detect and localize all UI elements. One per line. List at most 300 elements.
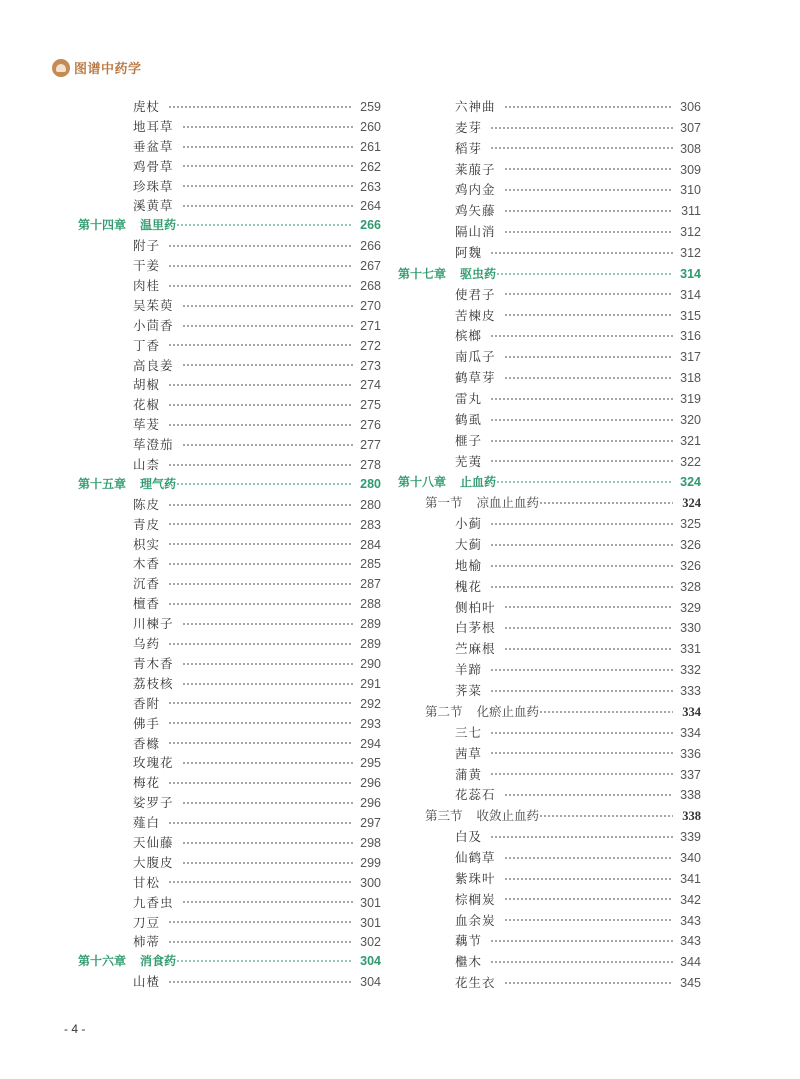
toc-item[interactable] — [398, 97, 701, 118]
toc-item-label: 甘松 — [133, 874, 161, 890]
toc-page-number: 283 — [360, 517, 381, 532]
toc-item[interactable] — [78, 97, 381, 117]
toc-chapter-title — [78, 216, 176, 236]
toc-item[interactable] — [78, 117, 381, 137]
toc-item[interactable] — [398, 285, 701, 306]
toc-item-label: 干姜 — [133, 258, 161, 274]
toc-item[interactable] — [78, 236, 381, 256]
toc-item[interactable] — [398, 911, 701, 932]
toc-item-label: 陈皮 — [133, 496, 161, 512]
toc-item-title — [455, 785, 496, 806]
dot-leader — [539, 705, 673, 718]
toc-page-number: 280 — [360, 476, 381, 491]
toc-item[interactable] — [398, 160, 701, 181]
toc-item-title — [133, 654, 174, 674]
dot-leader — [504, 351, 673, 364]
toc-item[interactable] — [78, 535, 381, 555]
dot-leader — [496, 267, 673, 280]
toc-item[interactable] — [78, 714, 381, 734]
toc-item[interactable] — [398, 326, 701, 347]
dot-leader — [168, 777, 353, 790]
page-number: - 4 - — [64, 1022, 86, 1036]
dot-leader — [490, 413, 673, 426]
dot-leader — [504, 851, 673, 864]
toc-item[interactable] — [398, 890, 701, 911]
dot-leader — [168, 399, 353, 412]
toc-page-number: 261 — [360, 139, 381, 154]
toc-item-label: 荜澄茄 — [133, 437, 174, 453]
toc-page-number: 263 — [360, 179, 381, 194]
toc-page-number: 288 — [360, 597, 381, 612]
toc-item-label: 蒲黄 — [455, 766, 483, 782]
toc-section[interactable] — [398, 806, 701, 827]
toc-left-column — [78, 97, 381, 992]
toc-item[interactable] — [78, 833, 381, 853]
dot-leader — [490, 831, 673, 844]
dot-leader — [490, 685, 673, 698]
toc-page-number: 304 — [360, 954, 381, 969]
toc-page-number: 267 — [360, 259, 381, 274]
toc-item[interactable] — [78, 415, 381, 435]
toc-item-title — [133, 356, 174, 376]
toc-item-label: 仙鹤草 — [455, 849, 496, 865]
book-title: 图谱中药学 — [74, 62, 142, 77]
dot-leader — [168, 379, 353, 392]
toc-page-number: 331 — [680, 642, 701, 657]
toc-chapter-title — [398, 472, 496, 493]
toc-item[interactable] — [398, 681, 701, 702]
toc-item-title — [455, 118, 482, 139]
toc-page-number: 293 — [360, 716, 381, 731]
toc-chapter-title — [78, 475, 176, 495]
toc-page-number: 260 — [360, 119, 381, 134]
toc-page-number: 296 — [360, 796, 381, 811]
toc-item[interactable] — [398, 660, 701, 681]
toc-item-title — [133, 833, 174, 853]
toc-item[interactable] — [398, 577, 701, 598]
toc-item-label: 薤白 — [133, 815, 161, 831]
toc-item-label: 乌药 — [133, 636, 161, 652]
toc-item[interactable] — [398, 180, 701, 201]
toc-item-label: 佛手 — [133, 715, 161, 731]
toc-item-title — [455, 160, 496, 181]
toc-page-number: 326 — [680, 558, 701, 573]
toc-item-label: 小茴香 — [133, 317, 174, 333]
toc-item[interactable] — [78, 256, 381, 276]
toc-item[interactable] — [78, 594, 381, 614]
toc-page-number: 272 — [360, 338, 381, 353]
toc-page-number: 284 — [360, 537, 381, 552]
toc-page-number: 332 — [680, 663, 701, 678]
toc-item-title — [133, 853, 174, 873]
dot-leader — [182, 757, 353, 770]
toc-page-number: 291 — [360, 676, 381, 691]
dot-leader — [490, 330, 673, 343]
toc-chapter[interactable] — [78, 952, 381, 972]
toc-item[interactable] — [398, 723, 701, 744]
toc-item-title — [455, 285, 496, 306]
dot-leader — [168, 737, 353, 750]
toc-page-number: 318 — [680, 371, 701, 386]
toc-item-label: 檵木 — [455, 954, 483, 970]
toc-item-title — [455, 97, 496, 118]
toc-item-title — [133, 893, 174, 913]
toc-item-label: 九香虫 — [133, 894, 174, 910]
toc-page-number: 320 — [680, 412, 701, 427]
dot-leader — [182, 439, 353, 452]
toc-item-title — [133, 137, 174, 157]
toc-page-number: 275 — [360, 398, 381, 413]
toc-page-number: 315 — [680, 308, 701, 323]
toc-item[interactable] — [398, 201, 701, 222]
toc-item-label: 花蕊石 — [455, 787, 496, 803]
toc-item-label: 鸡内金 — [455, 182, 496, 198]
toc-item[interactable] — [398, 618, 701, 639]
toc-item-label: 荠菜 — [455, 683, 483, 699]
toc-item[interactable] — [78, 196, 381, 216]
toc-item-title — [455, 660, 482, 681]
toc-page-number: 289 — [360, 637, 381, 652]
toc-item[interactable] — [398, 243, 701, 264]
toc-item[interactable] — [398, 139, 701, 160]
toc-item-title — [455, 827, 482, 848]
toc-item-title — [455, 452, 482, 473]
toc-page-number: 319 — [680, 392, 701, 407]
toc-item-title — [133, 913, 160, 933]
toc-item-label: 青木香 — [133, 655, 174, 671]
toc-item-title — [455, 243, 482, 264]
toc-item-label: 鹤草芽 — [455, 370, 496, 386]
toc-item-label: 鸡骨草 — [133, 158, 174, 174]
toc-item-label: 麦芽 — [455, 119, 483, 135]
toc-item-label: 南瓜子 — [455, 349, 496, 365]
toc-section[interactable] — [398, 493, 701, 514]
toc-section-number: 第一节 — [425, 495, 463, 511]
dot-leader — [168, 339, 353, 352]
toc-page-number: 259 — [360, 100, 381, 114]
toc-item[interactable] — [78, 972, 381, 992]
dot-leader — [182, 836, 353, 849]
dot-leader — [539, 810, 673, 823]
dot-leader — [490, 121, 673, 134]
toc-item-label: 高良姜 — [133, 357, 174, 373]
toc-item-title — [455, 556, 482, 577]
toc-item-title — [133, 117, 174, 137]
toc-item-label: 苦楝皮 — [455, 307, 496, 323]
toc-item[interactable] — [398, 931, 701, 952]
toc-page-number: 266 — [360, 239, 381, 254]
toc-item-label: 白茅根 — [455, 620, 496, 636]
toc-page-number: 299 — [360, 855, 381, 870]
toc-chapter[interactable] — [78, 475, 381, 495]
toc-item-label: 血余炭 — [455, 912, 496, 928]
toc-item[interactable] — [78, 634, 381, 654]
toc-item-title — [455, 723, 482, 744]
toc-item-label: 苎麻根 — [455, 641, 496, 657]
dot-leader — [168, 697, 353, 710]
dot-leader — [176, 219, 353, 232]
toc-item-title — [455, 890, 496, 911]
toc-item-title — [133, 336, 160, 356]
toc-page-number: 321 — [680, 433, 701, 448]
toc-item-title — [455, 410, 482, 431]
dot-leader — [182, 200, 353, 213]
dot-leader — [504, 163, 673, 176]
toc-page-number: 325 — [680, 517, 701, 532]
toc-item-title — [133, 753, 174, 773]
toc-item[interactable] — [78, 753, 381, 773]
toc-item[interactable] — [78, 316, 381, 336]
toc-item-title — [455, 535, 482, 556]
toc-item[interactable] — [78, 395, 381, 415]
toc-page-number: 306 — [680, 100, 701, 114]
toc-item[interactable] — [398, 598, 701, 619]
toc-item[interactable] — [78, 375, 381, 395]
toc-item-label: 荜茇 — [133, 417, 161, 433]
toc-item[interactable] — [398, 973, 701, 994]
toc-item-label: 刀豆 — [133, 914, 161, 930]
toc-item-label: 香附 — [133, 695, 161, 711]
toc-item-label: 柿蒂 — [133, 934, 161, 950]
toc-item-title — [133, 256, 160, 276]
toc-section-label: 收敛止血药 — [476, 808, 540, 824]
toc-item-title — [455, 180, 496, 201]
toc-item-label: 小蓟 — [455, 516, 483, 532]
toc-item[interactable] — [78, 455, 381, 475]
dot-leader — [168, 538, 353, 551]
dot-leader — [504, 601, 673, 614]
toc-item-label: 吴茱萸 — [133, 297, 174, 313]
toc-page-number: 302 — [360, 935, 381, 950]
toc-item[interactable] — [398, 368, 701, 389]
toc-item[interactable] — [78, 296, 381, 316]
toc-item[interactable] — [398, 744, 701, 765]
toc-page-number: 334 — [680, 725, 701, 740]
dot-leader — [182, 120, 353, 133]
toc-item-title — [455, 139, 482, 160]
toc-item-label: 溪黄草 — [133, 198, 174, 214]
dot-leader — [504, 205, 673, 218]
dot-leader — [168, 280, 353, 293]
dot-leader — [168, 240, 353, 253]
toc-item[interactable] — [398, 869, 701, 890]
toc-item[interactable] — [78, 515, 381, 535]
toc-item[interactable] — [398, 389, 701, 410]
toc-page-number: 336 — [680, 746, 701, 761]
dot-leader — [182, 856, 353, 869]
toc-item-label: 槟榔 — [455, 328, 483, 344]
toc-chapter[interactable] — [398, 472, 701, 493]
toc-item[interactable] — [78, 157, 381, 177]
toc-item[interactable] — [398, 222, 701, 243]
toc-chapter-number: 第十五章 — [78, 476, 127, 491]
toc-item[interactable] — [78, 356, 381, 376]
book-logo — [52, 58, 142, 77]
toc-item-label: 荔枝核 — [133, 675, 174, 691]
dot-leader — [504, 893, 673, 906]
toc-page-number: 271 — [360, 318, 381, 333]
toc-chapter-label: 消食药 — [140, 954, 177, 969]
toc-item-label: 隔山消 — [455, 224, 496, 240]
toc-chapter-number: 第十七章 — [398, 266, 447, 281]
toc-item-title — [455, 681, 482, 702]
dot-leader — [504, 622, 673, 635]
toc-item-label: 山柰 — [133, 457, 161, 473]
dot-leader — [490, 747, 673, 760]
toc-item[interactable] — [78, 554, 381, 574]
toc-page-number: 329 — [680, 600, 701, 615]
toc-page-number: 308 — [680, 141, 701, 156]
toc-page-number: 310 — [680, 183, 701, 198]
toc-item[interactable] — [398, 765, 701, 786]
toc-item[interactable] — [78, 177, 381, 197]
toc-item-label: 附子 — [133, 238, 161, 254]
toc-item[interactable] — [78, 853, 381, 873]
toc-item-label: 花生衣 — [455, 975, 496, 991]
toc-chapter-number: 第十四章 — [78, 218, 127, 233]
toc-page-number: 343 — [680, 913, 701, 928]
toc-item[interactable] — [78, 276, 381, 296]
toc-page-number: 341 — [680, 871, 701, 886]
toc-item-title — [133, 634, 160, 654]
toc-item-label: 胡椒 — [133, 377, 161, 393]
toc-item-title — [133, 435, 174, 455]
toc-chapter-label: 驱虫药 — [460, 266, 497, 281]
toc-item-label: 垂盆草 — [133, 138, 174, 154]
toc-page-number: 297 — [360, 816, 381, 831]
toc-item-label: 梅花 — [133, 775, 161, 791]
toc-item[interactable] — [398, 410, 701, 431]
toc-item-label: 大蓟 — [455, 537, 483, 553]
toc-page-number: 278 — [360, 458, 381, 473]
toc-chapter-label: 止血药 — [460, 475, 497, 490]
toc-item-title — [133, 495, 160, 515]
dot-leader — [168, 498, 353, 511]
toc-item-title — [133, 535, 160, 555]
toc-item[interactable] — [398, 452, 701, 473]
toc-item-title — [133, 674, 174, 694]
dot-leader — [504, 977, 673, 990]
toc-page-number: 290 — [360, 656, 381, 671]
toc-item[interactable] — [78, 574, 381, 594]
toc-item[interactable] — [78, 913, 381, 933]
toc-page-number: 337 — [680, 767, 701, 782]
toc-item-label: 莱菔子 — [455, 161, 496, 177]
toc-item-label: 娑罗子 — [133, 795, 174, 811]
toc-item-title — [133, 196, 174, 216]
dot-leader — [176, 477, 353, 490]
toc-item-label: 稻芽 — [455, 140, 483, 156]
toc-item[interactable] — [78, 137, 381, 157]
toc-page-number: 292 — [360, 696, 381, 711]
toc-item[interactable] — [398, 118, 701, 139]
toc-page-number: 334 — [682, 704, 701, 719]
dot-leader — [182, 896, 353, 909]
toc-chapter[interactable] — [78, 216, 381, 236]
toc-item[interactable] — [78, 614, 381, 634]
toc-chapter-number: 第十八章 — [398, 475, 447, 490]
toc-page-number: 339 — [680, 830, 701, 845]
toc-item[interactable] — [78, 336, 381, 356]
toc-item[interactable] — [78, 932, 381, 952]
toc-page-number: 324 — [680, 475, 701, 490]
toc-page-number: 268 — [360, 279, 381, 294]
toc-item[interactable] — [398, 535, 701, 556]
dot-leader — [490, 455, 673, 468]
toc-item-label: 山楂 — [133, 974, 161, 990]
toc-item[interactable] — [398, 514, 701, 535]
toc-chapter[interactable] — [398, 264, 701, 285]
toc-section[interactable] — [398, 702, 701, 723]
toc-item[interactable] — [78, 674, 381, 694]
toc-item[interactable] — [398, 952, 701, 973]
toc-item[interactable] — [398, 848, 701, 869]
dot-leader — [490, 559, 673, 572]
toc-item[interactable] — [398, 827, 701, 848]
toc-item[interactable] — [78, 495, 381, 515]
toc-item[interactable] — [398, 347, 701, 368]
dot-leader — [182, 160, 353, 173]
dot-leader — [490, 247, 673, 260]
toc-item[interactable] — [78, 734, 381, 754]
toc-item[interactable] — [78, 435, 381, 455]
dot-leader — [182, 140, 353, 153]
toc-item-title — [455, 765, 482, 786]
toc-item-title — [133, 694, 160, 714]
toc-item[interactable] — [78, 873, 381, 893]
toc-item[interactable] — [398, 785, 701, 806]
toc-item[interactable] — [78, 694, 381, 714]
toc-item-label: 丁香 — [133, 337, 161, 353]
toc-page-number: 311 — [681, 204, 701, 219]
toc-item-title — [133, 873, 160, 893]
toc-item-label: 白及 — [455, 829, 483, 845]
toc-item-label: 鹤虱 — [455, 411, 483, 427]
toc-item-label: 沉香 — [133, 576, 161, 592]
toc-item[interactable] — [398, 306, 701, 327]
toc-item[interactable] — [78, 813, 381, 833]
toc-item-title — [455, 201, 496, 222]
toc-item-title — [455, 848, 496, 869]
toc-item-label: 榧子 — [455, 432, 483, 448]
toc-item[interactable] — [78, 654, 381, 674]
toc-item-title — [133, 316, 174, 336]
toc-section-title — [425, 806, 539, 827]
toc-page-number: 270 — [360, 298, 381, 313]
toc-item-title — [133, 972, 160, 992]
toc-page-number: 324 — [682, 496, 701, 511]
toc-item-label: 虎杖 — [133, 99, 161, 114]
toc-page-number: 317 — [680, 350, 701, 365]
dot-leader — [168, 558, 353, 571]
toc-item-title — [133, 157, 174, 177]
dot-leader — [182, 677, 353, 690]
dot-leader — [490, 142, 673, 155]
toc-item-title — [455, 952, 482, 973]
dot-leader — [504, 309, 673, 322]
toc-section-title — [425, 493, 539, 514]
toc-item[interactable] — [398, 639, 701, 660]
toc-item[interactable] — [78, 893, 381, 913]
toc-item-label: 紫珠叶 — [455, 870, 496, 886]
toc-item[interactable] — [78, 793, 381, 813]
dot-leader — [504, 872, 673, 885]
toc-item-title — [455, 326, 482, 347]
toc-item[interactable] — [78, 773, 381, 793]
toc-item[interactable] — [398, 556, 701, 577]
toc-item[interactable] — [398, 431, 701, 452]
dot-leader — [496, 476, 673, 489]
